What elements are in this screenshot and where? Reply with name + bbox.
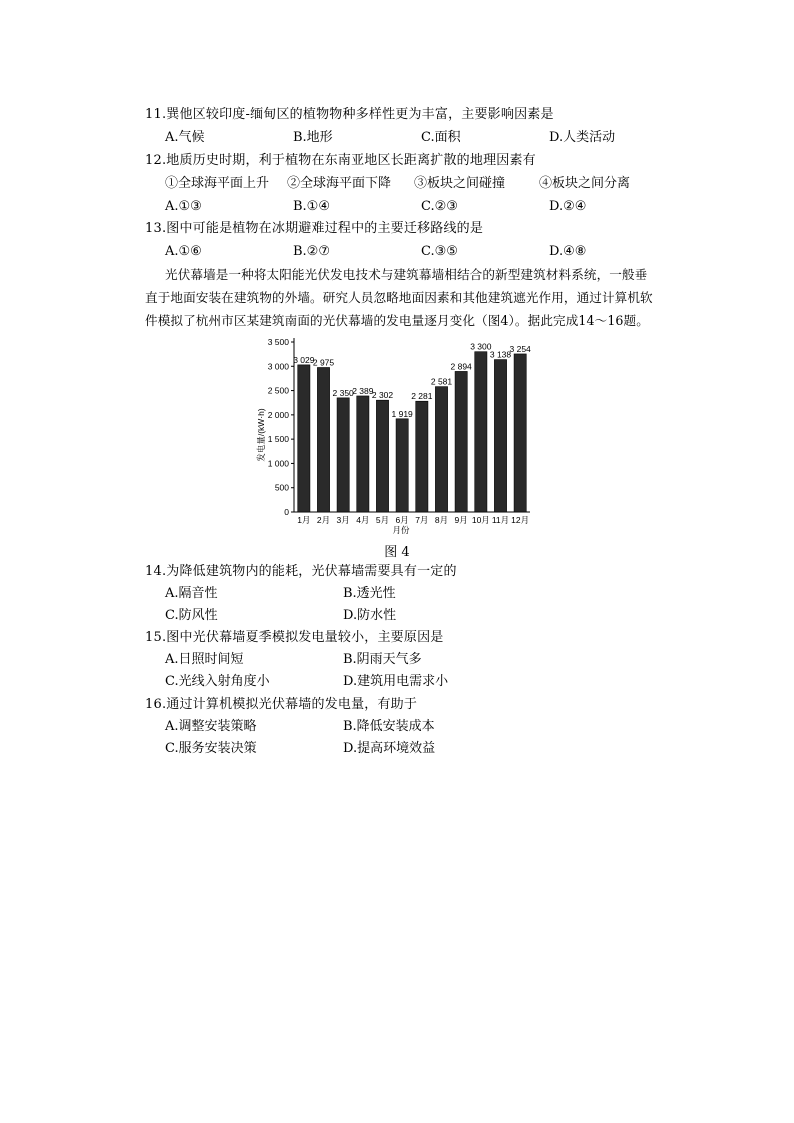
passage-line-3: 件模拟了杭州市区某建筑南面的光伏幕墙的发电量逐月变化（图4）。据此完成14～16题。 [145,313,649,328]
bar-3 [337,398,349,512]
bars [298,349,527,512]
question-15-stem: 15.图中光伏幕墙夏季模拟发电量较小，主要原因是 [145,630,444,645]
q12-option-b: B.①④ [293,199,330,214]
q11-option-c: C.面积 [421,130,461,145]
monthly-generation-bar-chart [250,330,540,540]
bar-4 [357,396,369,512]
q13-option-c: C.③⑤ [421,244,458,259]
q14-option-a: A.隔音性 [165,586,218,601]
value-label-2: 2 975 [312,357,335,368]
question-13-stem: 13.图中可能是植物在冰期避难过程中的主要迁移路线的是 [145,221,484,236]
value-label-9: 2 894 [450,361,472,372]
q16-option-b: B.降低安装成本 [343,719,435,734]
q15-option-d: D.建筑用电需求小 [343,674,449,689]
value-label-12: 3 254 [509,343,531,354]
q16-option-d: D.提高环境效益 [343,741,436,756]
question-12-stem: 12.地质历史时期，利于植物在东南亚地区长距离扩散的地理因素有 [145,153,536,168]
x-tick-label: 9月 [454,515,468,525]
q11-option-d: D.人类活动 [549,130,616,145]
y-axis-label: 发电量/(kW·h) [256,408,266,462]
x-tick-label: 12月 [511,515,530,525]
q14-option-d: D.防水性 [343,608,397,623]
q16-option-a: A.调整安装策略 [165,719,257,734]
value-label-10: 3 300 [470,341,492,352]
value-label-4: 2 389 [352,385,374,396]
q15-option-b: B.阴雨天气多 [343,652,422,667]
bar-11 [494,360,506,512]
q12-choice-3: ③板块之间碰撞 [414,176,506,191]
q13-option-a: A.①⑥ [165,244,202,259]
bar-6 [396,419,408,512]
q14-option-b: B.透光性 [343,586,396,601]
y-tick-label: 1 500 [267,434,289,445]
bar-8 [435,387,447,512]
bar-5 [376,400,388,512]
x-axis [294,512,530,525]
y-tick-label: 500 [274,482,289,493]
question-16-stem: 16.通过计算机模拟光伏幕墙的发电量，有助于 [145,697,418,712]
q16-option-c: C.服务安装决策 [165,741,257,756]
q12-option-c: C.②③ [421,199,458,214]
value-label-11: 3 138 [489,349,512,360]
value-label-5: 2 302 [371,390,394,401]
x-tick-label: 8月 [434,515,449,525]
q13-option-b: B.②⑦ [293,244,330,259]
q12-choice-2: ②全球海平面下降 [287,176,392,191]
q15-option-c: C.光线入射角度小 [165,674,270,689]
value-label-1: 3 029 [293,354,315,365]
q15-option-a: A.日照时间短 [165,652,244,667]
x-tick-label: 11月 [491,515,510,525]
question-11-stem: 11.巽他区较印度-缅甸区的植物物种多样性更为丰富，主要影响因素是 [145,107,554,122]
value-label-8: 2 581 [430,376,453,387]
q12-choice-4: ④板块之间分离 [539,176,631,191]
y-tick-label: 3 500 [267,337,289,347]
value-label-7: 2 281 [411,391,433,402]
x-tick-label: 7月 [415,515,429,525]
bar-1 [298,365,310,512]
question-14-stem: 14.为降低建筑物内的能耗，光伏幕墙需要具有一定的 [145,564,457,579]
x-tick-label: 5月 [375,515,390,525]
q11-option-a: A.气候 [165,130,205,145]
y-tick-label: 2 000 [267,409,289,420]
y-axis [268,337,294,517]
bar-7 [416,401,428,512]
passage-line-2: 直于地面安装在建筑物的外墙。研究人员忽略地面因素和其他建筑遮光作用，通过计算机软 [145,290,653,305]
x-tick-label: 3月 [336,515,350,525]
x-tick-label: 2月 [316,515,331,525]
q13-option-d: D.④⑧ [549,244,587,259]
x-axis-label: 月份 [392,525,410,535]
q12-choice-1: ①全球海平面上升 [165,176,270,191]
x-tick-label: 1月 [297,515,311,525]
q14-option-c: C.防风性 [165,608,218,623]
bar-9 [455,371,467,512]
y-tick-label: 3 000 [267,361,289,372]
value-label-6: 1 919 [391,408,413,419]
bar-2 [317,368,329,513]
x-tick-label: 6月 [395,515,409,525]
bar-10 [475,352,487,512]
passage-line-1: 光伏幕墙是一种将太阳能光伏发电技术与建筑幕墙相结合的新型建筑材料系统，一般垂 [165,267,648,282]
q12-option-d: D.②④ [549,199,587,214]
y-tick-label: 2 500 [267,385,289,396]
q12-option-a: A.①③ [165,199,202,214]
q11-option-b: B.地形 [293,130,333,145]
bar-12 [514,354,526,512]
y-tick-label: 1 000 [267,458,289,469]
x-tick-label: 10月 [471,515,490,525]
y-tick-label: 0 [284,507,289,517]
value-label-3: 2 350 [332,387,354,398]
figure-caption: 图 4 [384,545,410,560]
x-tick-label: 4月 [356,515,370,525]
